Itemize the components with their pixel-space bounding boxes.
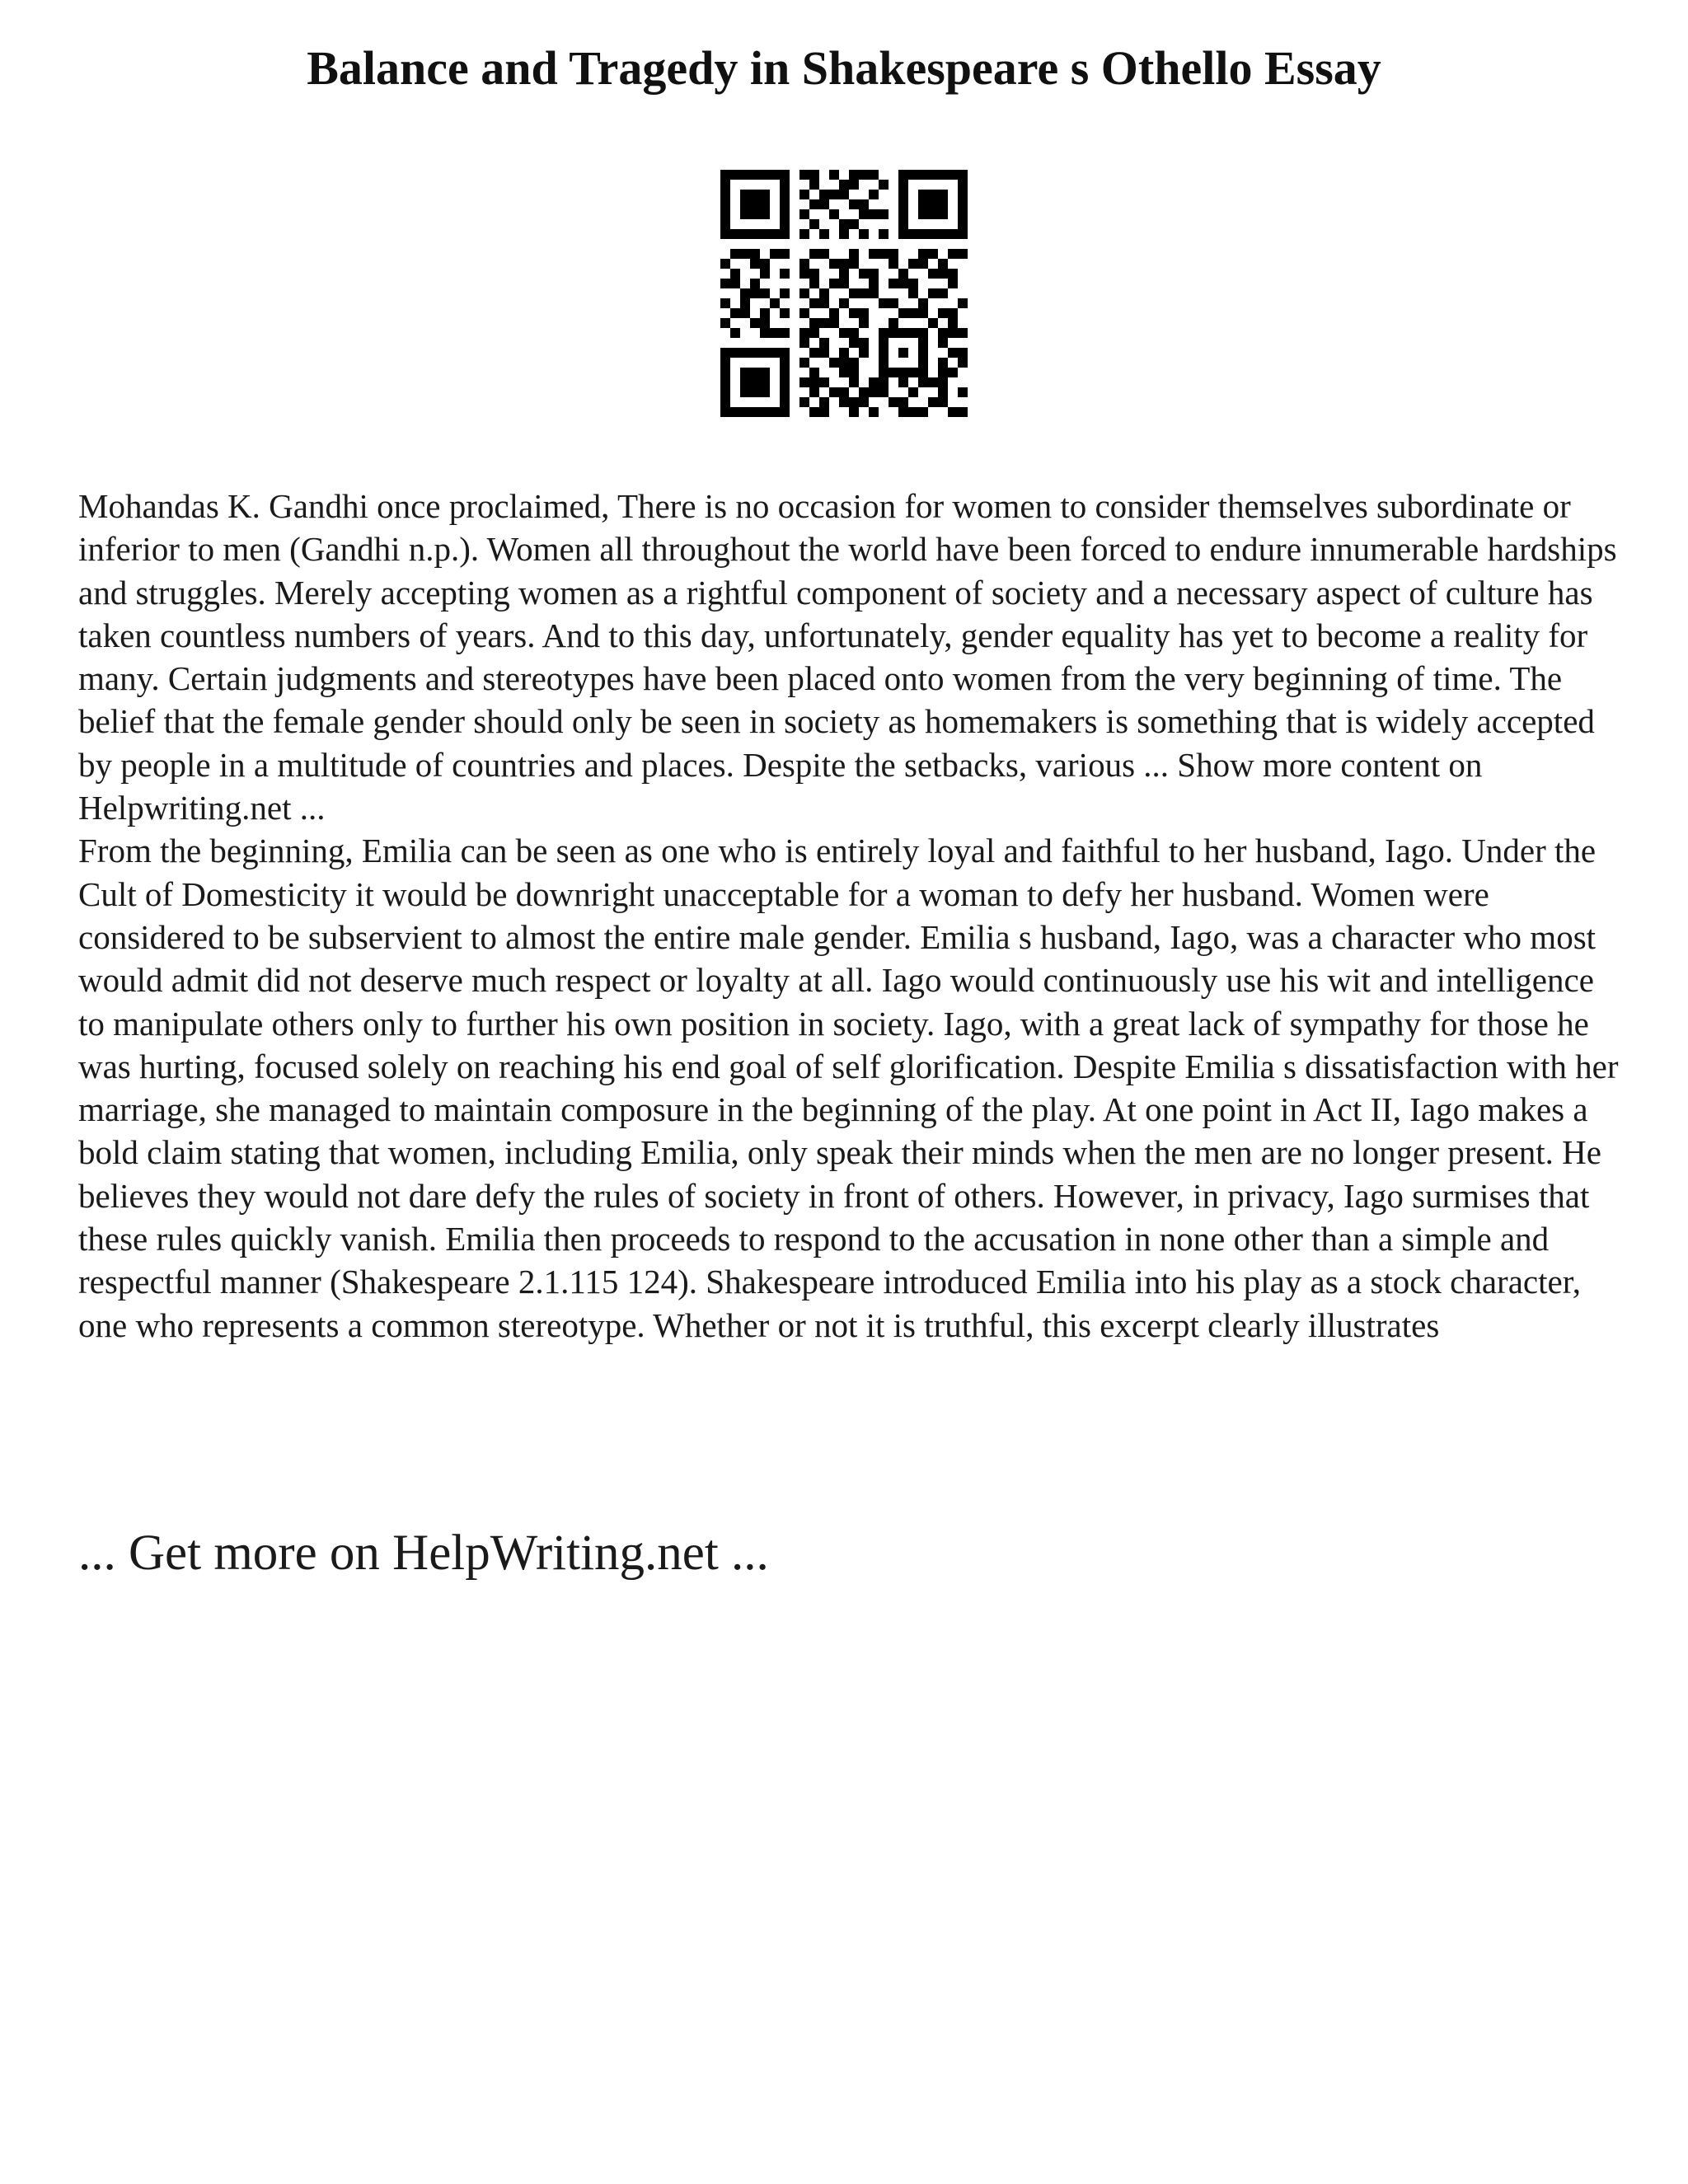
paragraph-intro: Mohandas K. Gandhi once proclaimed, There is no occasion for women to consider themselves subordinate or inferior to men (Gandhi n.p.). Women all throughout the world have been forced to endure innumerable hardships and struggles. Merely accepting women as a rightful component of society and a necessary aspect of culture has taken countless numbers of years. And to this day, unfortunately, gender equality has yet to become a reality for many. Certain judgments and stereotypes have been placed onto women from the very beginning of time. The belief that the female gender should only be seen in society as homemakers is something that is widely accepted by people in a multitude of countries and places. Despite the setbacks, various ... Show more content on Helpwriting.net ... xyxy=(78,487,1617,827)
document-title: Balance and Tragedy in Shakespeare s Othello Essay xyxy=(307,41,1381,95)
essay-body xyxy=(78,485,1628,1347)
get-more-link[interactable]: ... Get more on HelpWriting.net ... xyxy=(78,1526,769,1581)
qr-code xyxy=(720,170,968,417)
paragraph-excerpt: From the beginning, Emilia can be seen as one who is entirely loyal and faithful to her husband, Iago. Under the Cult of Domesticity it would be downright unacceptable for a woman to defy her husband. Women were considered to be subservient to almost the entire male gender. Emilia s husband, Iago, was a character who most would admit did not deserve much respect or loyalty at all. Iago would continuously use his wit and intelligence to manipulate others only to further his own position in society. Iago, with a great lack of sympathy for those he was hurting, focused solely on reaching his end goal of self glorification. Despite Emilia s dissatisfaction with her marriage, she managed to maintain composure in the beginning of the play. At one point in Act II, Iago makes a bold claim stating that women, including Emilia, only speak their minds when the men are no longer present. He believes they would not dare defy the rules of society in front of others. However, in privacy, Iago surmises that these rules quickly vanish. Emilia then proceeds to respond to the accusation in none other than a simple and respectful manner (Shakespeare 2.1.115 124). Shakespeare introduced Emilia into his play as a stock character, one who represents a common stereotype. Whether or not it is truthful, this excerpt clearly illustrates xyxy=(78,832,1619,1344)
